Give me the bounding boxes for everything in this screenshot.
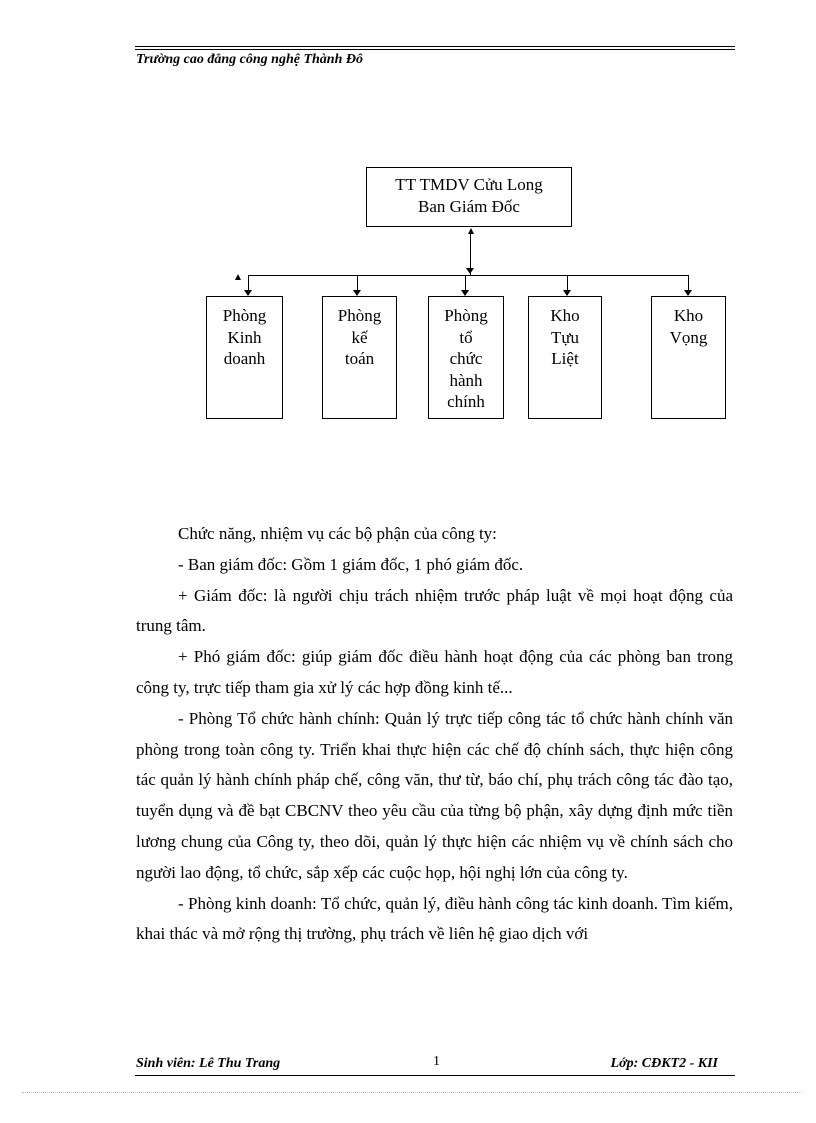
org-top-line1: TT TMDV Cửu Long	[395, 175, 543, 194]
footer-student: Sinh viên: Lê Thu Trang	[136, 1056, 281, 1071]
dept-3-line-2: tổ	[459, 327, 473, 347]
org-box-dept-5	[651, 296, 726, 419]
paragraph-3: + Giám đốc: là người chịu trách nhiệm trước pháp luật về mọi hoạt động của trung tâm.	[136, 585, 733, 636]
paragraph-2: - Ban giám đốc: Gồm 1 giám đốc, 1 phó giám đốc.	[178, 554, 524, 574]
body-text	[136, 519, 733, 950]
paragraph-4: + Phó giám đốc: giúp giám đốc điều hành hoạt động của các phòng ban trong công ty, trực tiếp tham gia xử lý các hợp đồng kinh tế...	[136, 647, 733, 697]
connector-arrow-up-top	[468, 228, 474, 234]
dept-1-line-3: doanh	[223, 349, 266, 368]
dept-4-line-2: Tựu	[550, 327, 580, 347]
page-edge-dotted	[22, 1092, 802, 1093]
org-box-dept-4	[528, 296, 602, 419]
dept-5-line-1: Kho	[673, 306, 704, 325]
dept-4-line-3: Liệt	[551, 349, 579, 368]
dept-4-line-1: Kho	[550, 306, 580, 325]
header-rule-top	[135, 46, 735, 47]
header-school: Trường cao đẳng công nghệ Thành Đô	[136, 52, 363, 67]
dept-1-line-2: Kinh	[227, 327, 262, 347]
org-box-dept-1	[206, 296, 283, 419]
org-box-dept-2	[322, 296, 397, 419]
dept-2-line-2: kế	[351, 327, 368, 347]
connector-arrow-up-left	[235, 274, 241, 280]
paragraph-1: Chức năng, nhiệm vụ các bộ phận của công ty:	[178, 524, 497, 543]
org-box-top	[366, 167, 572, 227]
connector-horizontal-bus	[248, 275, 688, 276]
paragraph-5: - Phòng Tổ chức hành chính: Quản lý trực tiếp công tác tổ chức hành chính văn phòng trong toàn công ty. Triển khai thực hiện các chế độ chính sách, thực hiện công tác quản lý hành chính pháp chế, công văn, thư từ, báo chí, phụ trách công tác đào tạo, tuyển dụng và đề bạt CBCNV theo yêu cầu của từng bộ phận, xây dựng định mức tiền lương chung của Công ty, theo dõi, quản lý thực hiện các nhiệm vụ về chính sách cho người lao động, tổ chức, sắp xếp các cuộc họp, hội nghị lớn của công ty.	[136, 708, 733, 882]
dept-2-line-3: toán	[344, 349, 375, 368]
org-top-line2: Ban Giám Đốc	[418, 196, 520, 216]
dept-5-line-2: Vọng	[669, 327, 708, 347]
footer	[136, 1054, 734, 1074]
paragraph-6: - Phòng kinh doanh: Tổ chức, quản lý, điều hành công tác kinh doanh. Tìm kiếm, khai thác và mở rộng thị trường, phụ trách về liên hệ giao dịch với	[136, 893, 733, 944]
dept-3-line-4: hành	[449, 370, 483, 390]
footer-page-number: 1	[433, 1054, 440, 1069]
dept-1-line-1: Phòng	[222, 306, 267, 325]
dept-2-line-1: Phòng	[337, 306, 382, 325]
footer-rule	[135, 1075, 735, 1076]
header-rule-bottom	[135, 49, 735, 50]
org-box-dept-3	[428, 296, 504, 419]
dept-3-line-5: chính	[447, 392, 485, 411]
dept-3-line-1: Phòng	[444, 306, 488, 325]
connector-arrow-down-top	[466, 268, 474, 274]
dept-3-line-3: chức	[449, 349, 483, 368]
footer-class: Lớp: CĐKT2 - KII	[610, 1056, 718, 1071]
